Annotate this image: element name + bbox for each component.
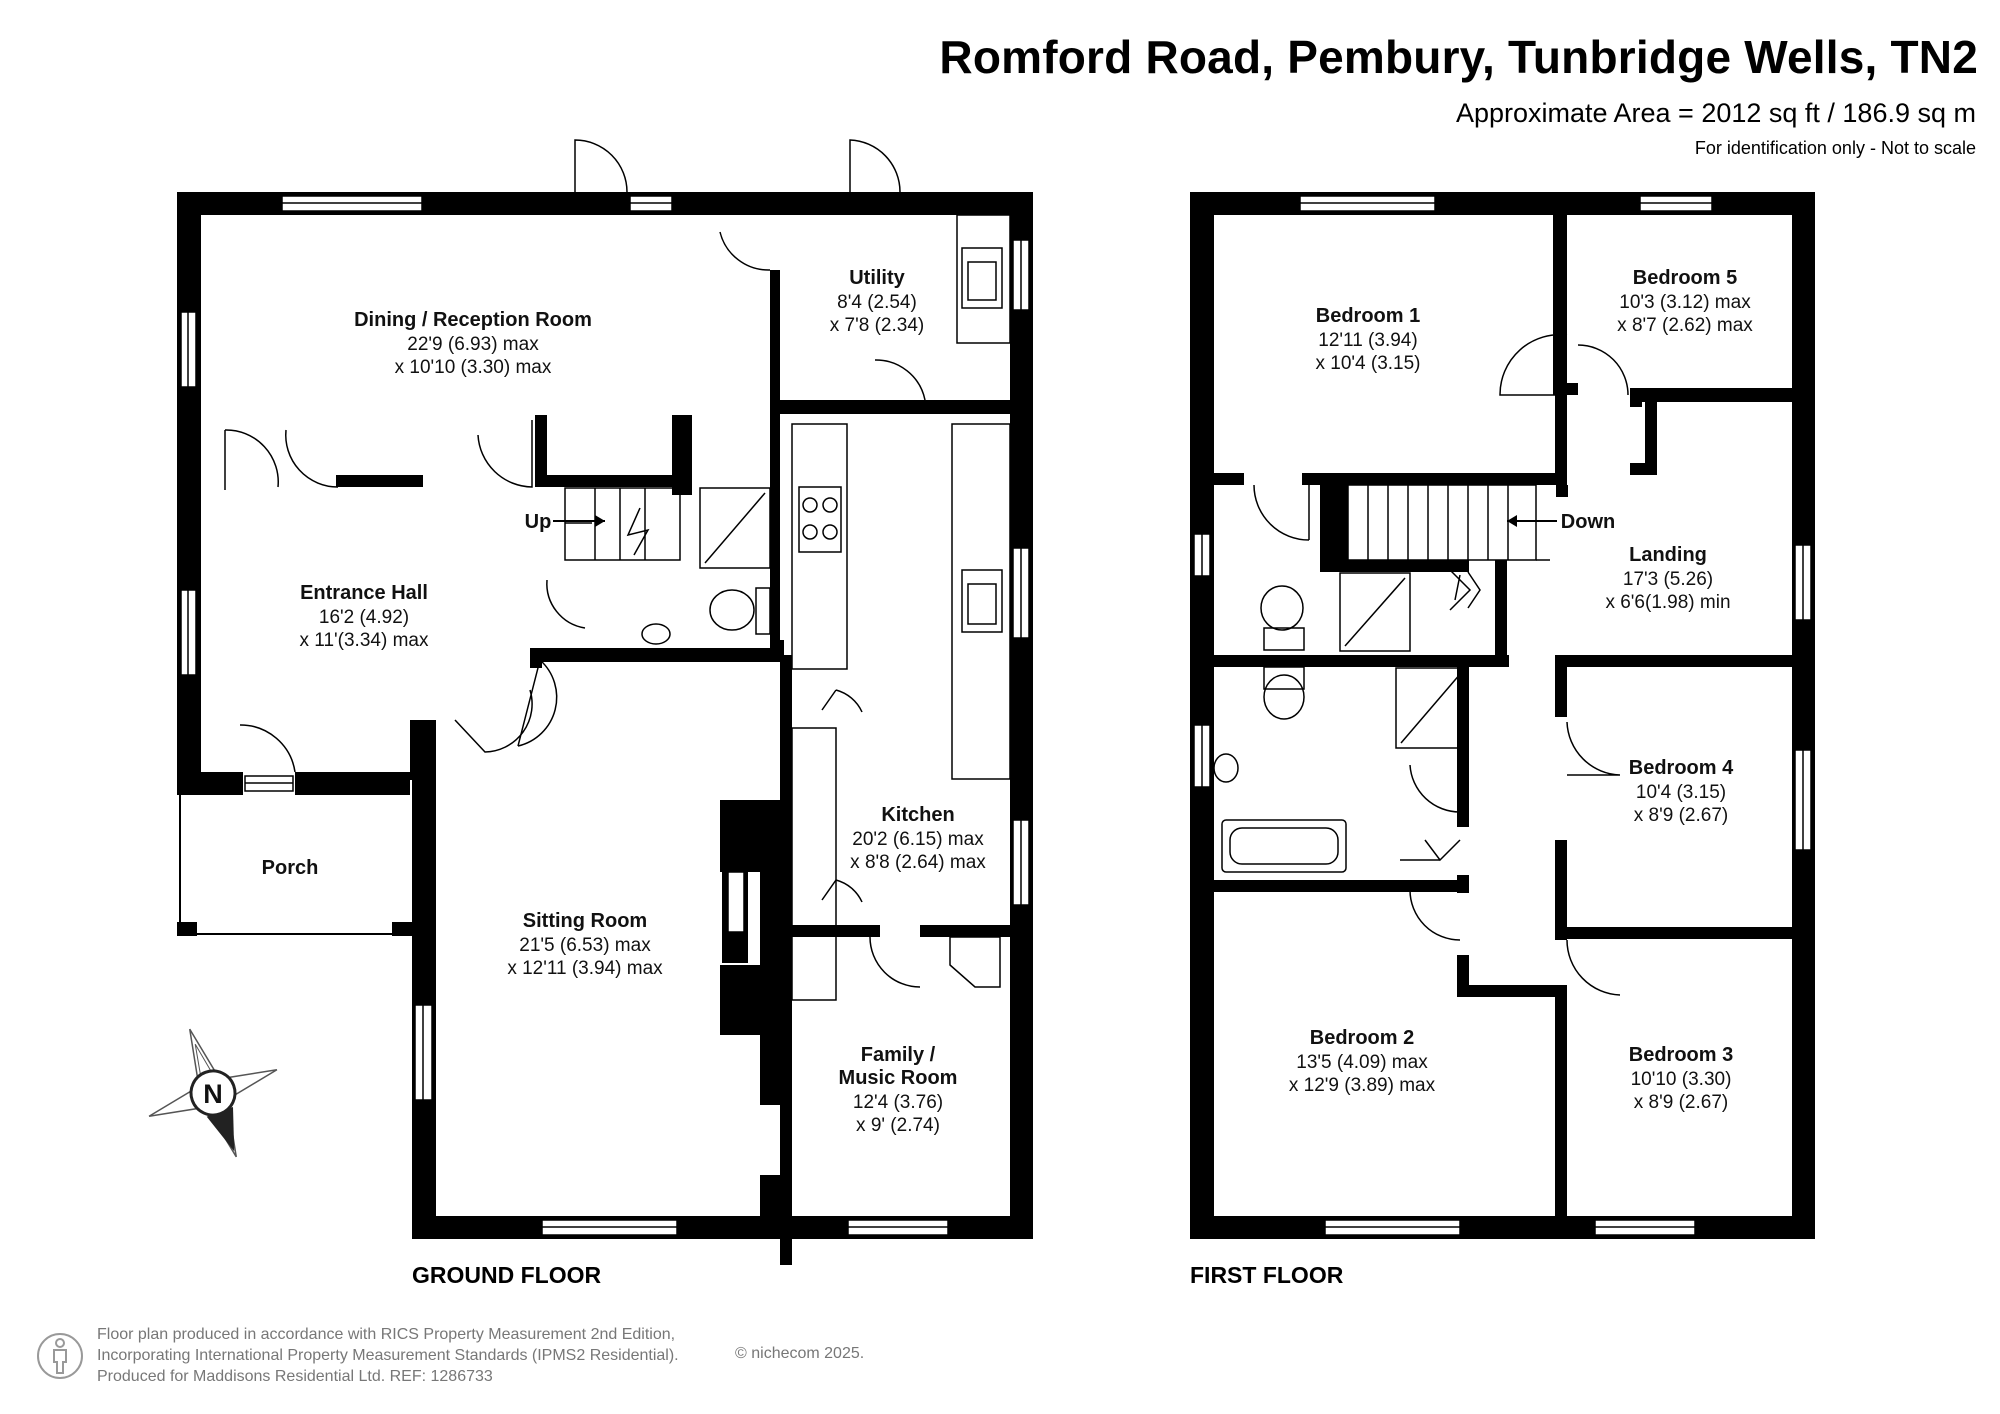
- bedroom3-name: Bedroom 3: [1628, 1044, 1734, 1066]
- bedroom3-dim2: x 8'9 (2.67): [1633, 1092, 1729, 1113]
- bedroom1-dim1: 12'11 (3.94): [1318, 330, 1418, 351]
- dining-room-dim1: 22'9 (6.93) max: [407, 334, 539, 355]
- bedroom5-dim1: 10'3 (3.12) max: [1619, 292, 1751, 313]
- footer-copyright: © nichecom 2025.: [735, 1345, 865, 1362]
- footer-line-3: Produced for Maddisons Residential Ltd. REF: 1286733: [97, 1368, 493, 1385]
- bedroom1-name: Bedroom 1: [1315, 305, 1421, 327]
- compass-rose-icon: [126, 1006, 300, 1180]
- family-room-name-line1: Family /: [860, 1044, 936, 1066]
- kitchen-dim1: 20'2 (6.15) max: [852, 829, 984, 850]
- ground-cloakroom: [700, 488, 770, 634]
- stairs-up-label: Up: [524, 511, 552, 533]
- utility-name: Utility: [849, 267, 905, 289]
- family-room-dim1: 12'4 (3.76): [852, 1092, 944, 1113]
- bedroom4-dim1: 10'4 (3.15): [1635, 782, 1727, 803]
- bedroom5-dim2: x 8'7 (2.62) max: [1617, 315, 1753, 336]
- utility-dim2: x 7'8 (2.34): [829, 315, 925, 336]
- dining-room-name: Dining / Reception Room: [354, 309, 592, 331]
- bedroom2-name: Bedroom 2: [1309, 1027, 1415, 1049]
- entrance-hall-name: Entrance Hall: [300, 582, 428, 604]
- landing-dim1: 17'3 (5.26): [1622, 569, 1714, 590]
- kitchen-name: Kitchen: [881, 804, 955, 826]
- footer-line-2: Incorporating International Property Measurement Standards (IPMS2 Residential).: [97, 1347, 679, 1364]
- stairs-up-arrow: [553, 515, 605, 527]
- porch-name: Porch: [261, 857, 319, 879]
- first-bathroom-fittings: [1214, 570, 1470, 872]
- bedroom1-dim2: x 10'4 (3.15): [1315, 353, 1421, 374]
- footer-text: [97, 1324, 679, 1387]
- first-floor-label: FIRST FLOOR: [1190, 1262, 1344, 1288]
- compass-north-letter: N: [203, 1079, 223, 1109]
- sitting-room-dim2: x 12'11 (3.94) max: [507, 958, 663, 979]
- person-measure-icon: [36, 1326, 84, 1386]
- landing-dim2: x 6'6(1.98) min: [1605, 592, 1731, 613]
- sinks: [642, 248, 1002, 644]
- sitting-room-dim1: 21'5 (6.53) max: [519, 935, 651, 956]
- entrance-hall-dim1: 16'2 (4.92): [318, 607, 410, 628]
- fireplace-hearth: [728, 872, 744, 932]
- approximate-area: Approximate Area = 2012 sq ft / 186.9 sq m: [1455, 98, 1976, 128]
- bedroom3-dim1: 10'10 (3.30): [1630, 1069, 1732, 1090]
- bedroom2-dim1: 13'5 (4.09) max: [1296, 1052, 1428, 1073]
- stairs-down-arrow: [1507, 515, 1557, 527]
- entrance-hall-dim2: x 11'(3.34) max: [299, 630, 429, 651]
- ground-room-labels: [262, 267, 987, 1136]
- bedroom2-dim2: x 12'9 (3.89) max: [1288, 1075, 1436, 1096]
- dining-room-dim2: x 10'10 (3.30) max: [394, 357, 552, 378]
- footer-line-1: Floor plan produced in accordance with RICS Property Measurement 2nd Edition,: [97, 1326, 676, 1343]
- landing-name: Landing: [1629, 544, 1707, 566]
- bedroom5-name: Bedroom 5: [1632, 267, 1738, 289]
- kitchen-hob: [799, 487, 841, 552]
- sitting-room-name: Sitting Room: [522, 910, 648, 932]
- bedroom4-dim2: x 8'9 (2.67): [1633, 805, 1729, 826]
- ground-stairs: [565, 488, 680, 560]
- stairs-down-label: Down: [1560, 511, 1616, 533]
- utility-dim1: 8'4 (2.54): [837, 292, 917, 313]
- page-title: Romford Road, Pembury, Tunbridge Wells, TN2: [939, 31, 1978, 83]
- family-room-name-line2: Music Room: [838, 1067, 958, 1089]
- identification-note: For identification only - Not to scale: [1694, 138, 1976, 158]
- family-room-dim2: x 9' (2.74): [856, 1115, 940, 1136]
- bedroom4-name: Bedroom 4: [1628, 757, 1734, 779]
- first-stairs: [1348, 485, 1550, 560]
- kitchen-dim2: x 8'8 (2.64) max: [850, 852, 986, 873]
- ground-floor-label: GROUND FLOOR: [412, 1262, 602, 1288]
